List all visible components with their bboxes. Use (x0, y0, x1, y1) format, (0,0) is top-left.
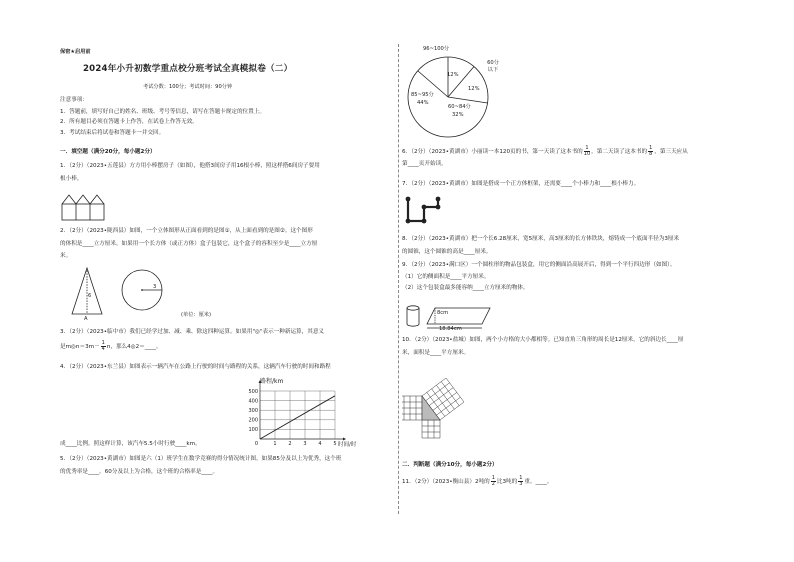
column-divider (398, 44, 399, 514)
q9-line3: （2）这个包装盒最多能容纳____立方厘米的物体。 (402, 285, 529, 292)
question-4 (60, 364, 390, 372)
note-1: 1．答题前，填写好自己的姓名、班级、考号等信息，请写在答题卡规定的位置上。 (60, 108, 265, 115)
q1-line2: 根小棒。 (60, 175, 83, 182)
q3-line2b: n，那么4◎2＝____。 (106, 343, 162, 350)
q2-line1: 2．（2分）（2023•陇西县）如图，一个立体图形从正面看到的是图①，从上面看到的是图②。这个图形 (60, 228, 313, 234)
q11-fraction-1 (491, 476, 496, 487)
series-line (260, 396, 335, 439)
distance-time-chart (240, 377, 360, 449)
houses-figure (60, 192, 108, 222)
notes-heading: 注意事项： (60, 97, 88, 103)
pie-label-96-100: 96~100分 (423, 46, 450, 52)
q6-fraction-1 (584, 146, 590, 157)
pie-pct-below-60: 12% (468, 86, 480, 92)
question-10 (402, 337, 742, 357)
q3-fraction (101, 341, 106, 352)
question-11 (402, 476, 742, 487)
radius-label: 3 (153, 284, 157, 290)
q3-frac-n: 1 (101, 339, 105, 346)
q6-line1a: 6．（2分）（2023•黄湖市）小丽读一本120页的书，第一天读了这本书的 (402, 149, 583, 155)
q5-line1: 5．（2分）（2023•黄湖市）如图是六（1）班学生在数学竞赛的得分情况统计图。如果85分及以上为优秀，这个班 (60, 456, 342, 462)
pie-label-below-60: 60分以下 (487, 60, 499, 74)
x-axis-label: 时间/时 (338, 442, 357, 448)
stick-frame-figure (402, 193, 444, 227)
question-1 (60, 163, 390, 183)
q6-line1b: ，第二天读了这本书的 (591, 149, 648, 155)
q3-line1: 3．（2分）（2023•临中市）我们已经学过加、减、乘、除这四种运算。如果用"◎"表示一种新运算，其意义 (60, 329, 325, 335)
q11-f1d: 2 (491, 481, 495, 487)
pie-pct-60-84: 32% (452, 112, 464, 118)
x-tick-label: 1 (273, 441, 277, 447)
note-3: 3．考试结束后将试卷和答题卡一并交回。 (60, 129, 165, 136)
x-tick-label: 4 (318, 441, 322, 447)
q9-line2: （1）它的侧面积是____平方厘米。 (402, 273, 490, 280)
y-tick-label: 100 (248, 427, 258, 434)
q11-line1b: 比3吨的 (496, 479, 518, 485)
question-8 (402, 236, 742, 256)
parallelogram-base-label: 18.84cm (439, 326, 462, 332)
section-1-heading: 一．填空题（满分20分，每小题2分） (60, 149, 156, 155)
q2-line2: 的体积是____立方厘米。如果用一个长方体（或正方体）盒子包装它，这个盒子的容积至少是____立方厘 (60, 240, 318, 247)
q6-f2d: 8 (649, 151, 653, 157)
q4-line1: 4．（2分）（2023•东兰县）如图表示一辆汽车在公路上行驶的时间与路程的关系，这辆汽车行驶的时间和路程 (60, 364, 331, 370)
pie-divider-3 (448, 97, 488, 103)
x-tick-label: 2 (288, 441, 292, 447)
q9-line1: 9．（2分）（2023•满口区）一个圆柱形的物品包装盒，用它的侧面沿高展开后，得到一个平行四边形（如图）。 (402, 262, 676, 268)
q6-f2n: 1 (649, 145, 653, 151)
q11-f2n: 1 (519, 475, 523, 481)
y-tick-label: 300 (248, 408, 258, 414)
pie-pct-85-95: 44% (417, 100, 429, 106)
q11-f1n: 1 (491, 475, 495, 481)
q11-f2d: 3 (519, 481, 523, 487)
q5-line2: 的优秀率是____。60分及以上为合格，这个班的合格率是____。 (60, 468, 219, 475)
notes (60, 97, 265, 137)
unit-note: (单位：厘米) (181, 312, 211, 318)
pie-label-60-84: 60~84分 (448, 104, 471, 110)
y-tick-label: 500 (248, 388, 258, 395)
question-7 (402, 181, 742, 189)
question-9 (402, 262, 742, 293)
q3-line2a: 是m◎n＝3m－ (60, 343, 100, 350)
secret-mark: 保密★启用前 (60, 49, 91, 55)
q8-line2: 的圆锥，这个圆锥的高是____厘米。 (402, 248, 492, 255)
q3-frac-d: 4 (101, 345, 105, 352)
question-3 (60, 329, 390, 352)
q8-line1: 8．（2分）（2023•黄湖市）把一个长6.28厘米，宽5厘米，高3厘米的长方体铁块，熔铸成一个底面半径为3厘米 (402, 236, 680, 242)
q1-line1: 1．（2分）（2023•五莲县）方方用小棒摆房子（如图），他搭3间房子用16根小棒，照这样搭6间房子要用 (60, 163, 320, 169)
x-tick-label: 3 (303, 441, 307, 447)
pie-label-85-95: 85~95分 (411, 92, 434, 98)
section-2-heading: 二．判断题（满分10分，每小题2分） (402, 462, 498, 468)
y-tick-label: 400 (248, 398, 258, 405)
question-4-cont (60, 441, 390, 449)
q4-line2: 成____比例。照这样计算，该汽车5.5小时行驶____km。 (60, 441, 201, 447)
cone-height-label: 6 (88, 293, 92, 299)
origin-label: 0 (254, 441, 258, 447)
q6-f1n: 1 (585, 145, 589, 151)
note-2: 2．所有题目必须在答题卡上作答，在试卷上作答无效。 (60, 119, 198, 126)
pie-pct-96-100: 12% (447, 72, 459, 78)
y-tick-label: 200 (248, 417, 258, 424)
question-6 (402, 146, 742, 169)
question-2 (60, 228, 390, 261)
q6-line1c: ，第三天应从 (654, 149, 688, 155)
q10-line1: 10．（2分）（2023•盐城）如图，两个小方格的大小都相等。已知直角三角形的周长是12厘米，它的斜边长____厘 (402, 337, 684, 343)
question-5 (60, 456, 390, 476)
pythagoras-grid-figure (402, 356, 502, 456)
q11-line1c: 重。____。 (524, 479, 553, 485)
q6-f1d: 10 (583, 151, 591, 157)
q6-fraction-2 (648, 146, 653, 157)
q6-line2: 第____页开始读。 (402, 161, 447, 167)
q7-line1: 7．（2分）（2023•黄湖市）如图是搭成一个正方体框架，还需要____个小棒力和____根小棒力。 (402, 181, 640, 187)
q11-fraction-2 (518, 476, 523, 487)
parallelogram-height-label: 8cm (437, 310, 449, 316)
page-title: 2024年小升初数学重点校分班考试全真模拟卷（二） (83, 64, 293, 74)
point-a-label: A (84, 316, 88, 322)
y-axis-label: 路程/km (260, 378, 284, 385)
x-tick-label: 5 (333, 441, 337, 447)
q2-line3: 米。 (60, 253, 72, 260)
exam-info: 考试分数：100分；考试时间：90分钟 (143, 84, 233, 90)
q10-line2: 米，面积是____平方厘米。 (402, 349, 470, 356)
q11-line1a: 11．（2分）（2023•衡山县）2吨的 (402, 479, 490, 485)
